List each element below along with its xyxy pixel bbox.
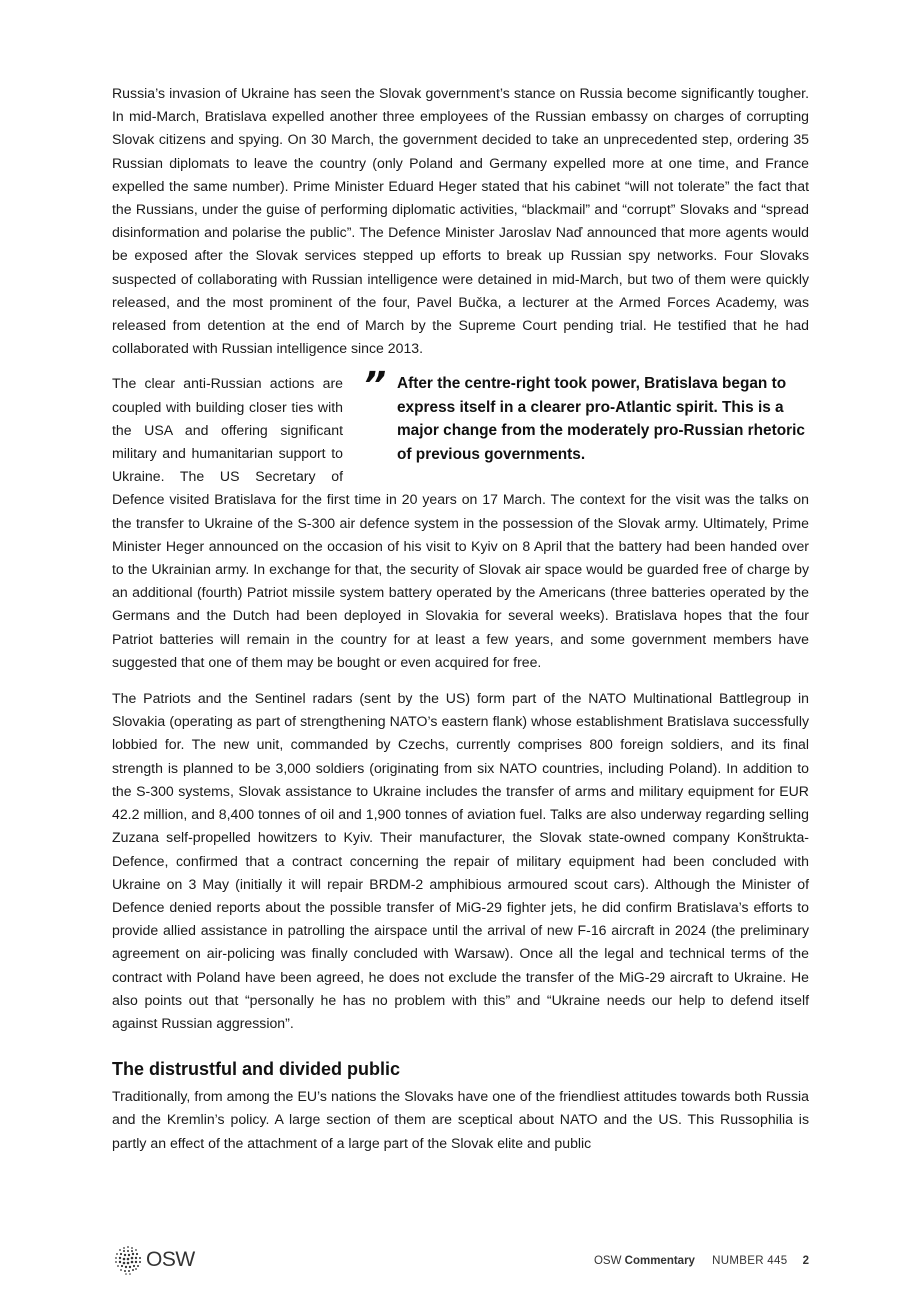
issue-number: NUMBER 445 bbox=[712, 1255, 788, 1267]
series-name: Commentary bbox=[624, 1255, 695, 1267]
quote-mark-icon: ” bbox=[363, 365, 387, 407]
body-paragraph-4: Traditionally, from among the EU’s nations the Slovaks have one of the friendliest attitudes towards both Russia and the Kremlin’s policy. A large section of them are sceptical about NATO and the US. This Russophilia is partly an effect of the attachment of a large part of the Slovak elite and public bbox=[112, 1088, 809, 1151]
osw-logo bbox=[112, 1244, 195, 1276]
body-paragraph-2: The clear anti-Russian actions are coupled with building closer ties with the USA and offering significant military and humanitarian support to Ukraine. The US Secretary of Defence visited Bratislava for the first time in 20 years on 17 March. The context for the visit was the talks on the transfer to Ukraine of the S-300 air defence system in the possession of the Slovak army. Ultimately, Prime Minister Heger announced on the occasion of his visit to Kyiv on 8 April that the battery had been handed over to the Ukrainian army. In exchange for that, the security of Slovak air space would be guarded free of charge by an additional (fourth) Patriot missile system battery operated by the Americans (three batteries operated by the Germans and the Dutch had been deployed in Slovakia for several weeks). Bratislava hopes that the four Patriot batteries will remain in the country for at least a few years, and some government members have suggested that one of them may be bought or even acquired for free. bbox=[112, 375, 809, 670]
globe-logo-icon bbox=[112, 1244, 144, 1276]
publication-name: OSW bbox=[593, 1255, 622, 1267]
page-number: 2 bbox=[802, 1255, 809, 1267]
pullquote-text: After the centre-right took power, Bratislava began to express itself in a clearer pro-Atlantic spirit. This is a major change from the moderately pro-Russian rhetoric of previous governments. bbox=[397, 375, 805, 463]
body-paragraph-3: The Patriots and the Sentinel radars (sent by the US) form part of the NATO Multinational Battlegroup in Slovakia (operating as part of strengthening NATO’s eastern flank) whose establishment Bratislava successfully lobbied for. The new unit, commanded by Czechs, currently comprises 800 foreign soldiers, and its final strength is planned to be 3,000 soldiers (originating from six NATO countries, including Poland). In addition to the S-300 systems, Slovak assistance to Ukraine includes the transfer of arms and military equipment for EUR 42.2 million, and 8,400 tonnes of oil and 1,900 tonnes of aviation fuel. Talks are also underway regarding selling Zuzana self-propelled howitzers to Kyiv. Their manufacturer, the Slovak state-owned company Konštrukta-Defence, confirmed that a contract concerning the repair of military equipment had been concluded with Ukraine on 3 May (initially it will repair BRDM-2 amphibious armoured scout cars). Although the Minister of Defence denied reports about the possible transfer of MiG-29 fighter jets, he did confirm Bratislava’s efforts to provide allied assistance in patrolling the airspace until the arrival of new F-16 aircraft in 2024 (the preliminary agreement on air-policing was finally concluded with Warsaw). Once all the legal and technical terms of the contract with Poland have been agreed, he does not exclude the transfer of the MiG-29 aircraft to Ukraine. He also points out that “personally he has no problem with this” and “Ukraine needs our help to defend itself against Russian aggression”. bbox=[112, 690, 809, 1031]
section-heading: The distrustful and divided public bbox=[112, 1059, 401, 1080]
pullquote-section bbox=[112, 365, 809, 674]
body-paragraph-1: Russia’s invasion of Ukraine has seen the Slovak government’s stance on Russia become significantly tougher. In mid-March, Bratislava expelled another three employees of the Russian embassy on charges of corrupting Slovak citizens and spying. On 30 March, the government decided to take an unprecedented step, ordering 35 Russian diplomats to leave the country (only Poland and Germany expelled more at one time, and France expelled the same number). Prime Minister Eduard Heger stated that his cabinet “will not tolerate” the fact that the Russians, under the guise of performing diplomatic activities, “blackmail” and “corrupt” Slovaks and “spread disinformation and polarise the public”. The Defence Minister Jaroslav Naď announced that more agents would be exposed after the Slovak services stepped up efforts to break up Russian spy networks. Four Slovaks suspected of collaborating with Russian intelligence were detained in mid-March, but two of them were quickly released, and the most prominent of the four, Pavel Bučka, a lecturer at the Armed Forces Academy, was released from detention at the end of March by the Supreme Court pending trial. He testified that he had collaborated with Russian intelligence since 2013. bbox=[112, 85, 809, 357]
logo-text: OSW bbox=[146, 1248, 195, 1271]
footer-publication-info bbox=[594, 1255, 809, 1267]
page-content bbox=[112, 82, 809, 1155]
page-footer bbox=[112, 1244, 809, 1278]
pullquote bbox=[359, 365, 809, 466]
